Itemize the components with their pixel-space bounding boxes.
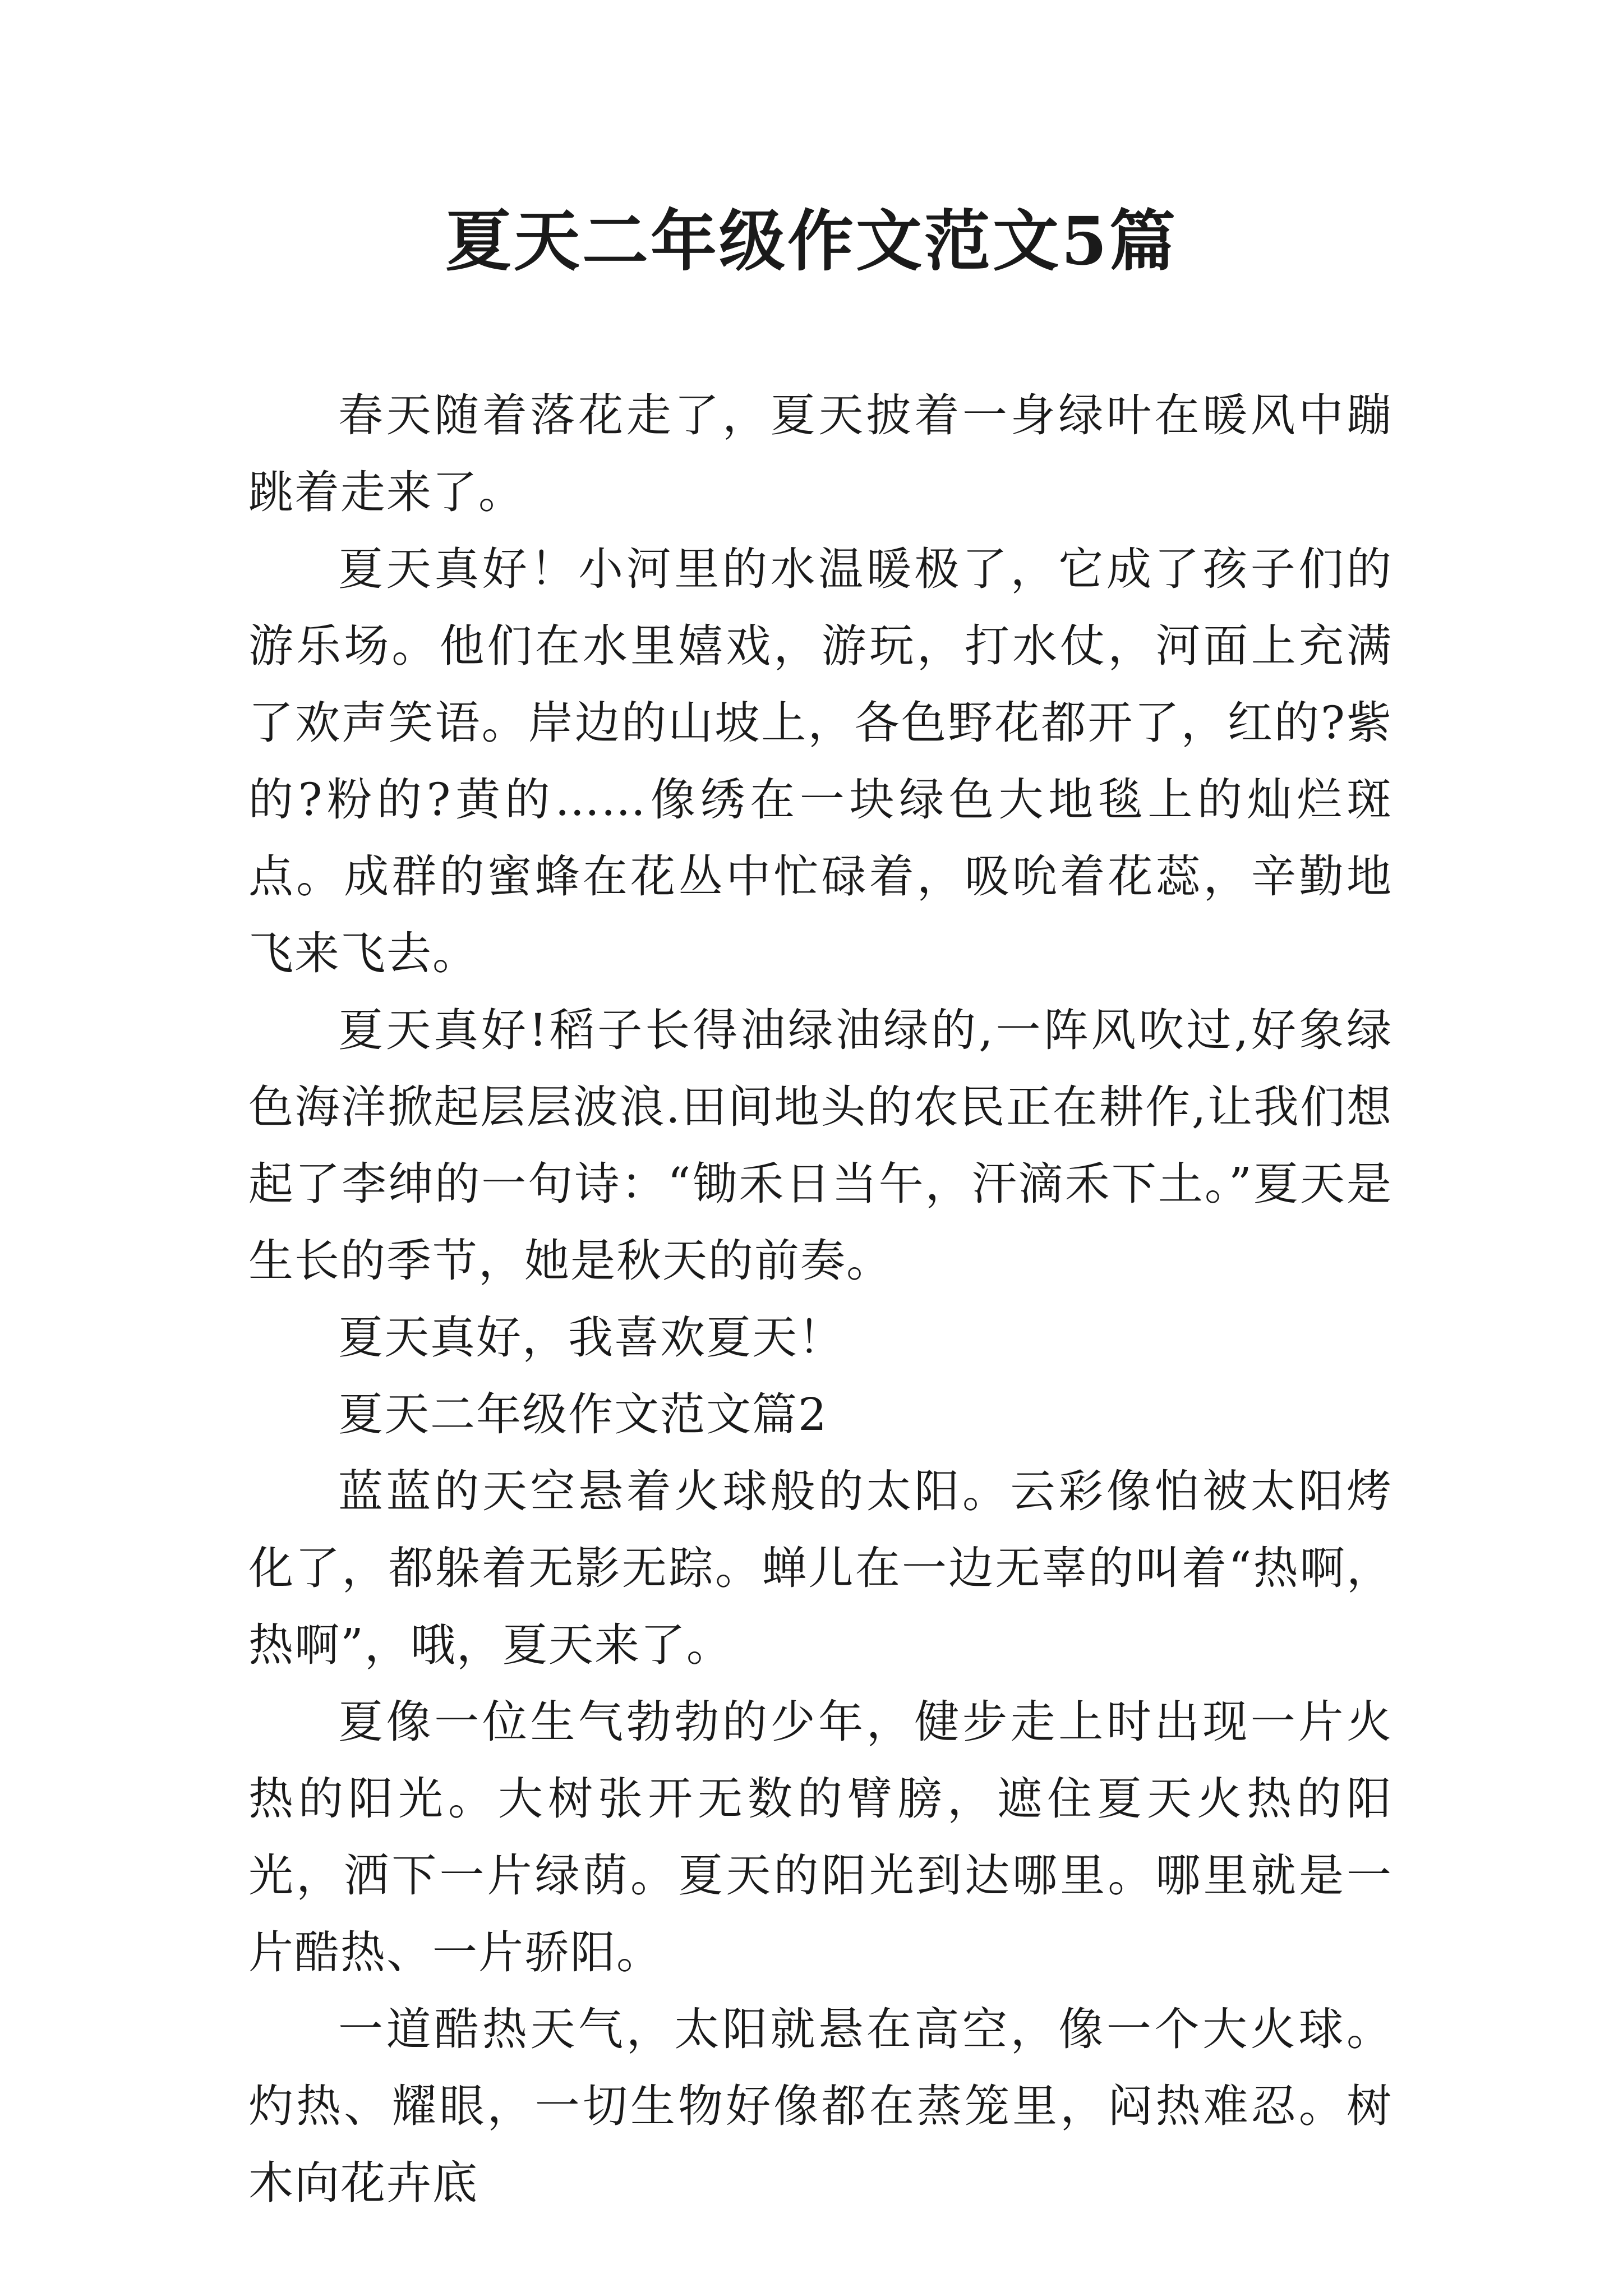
section-heading: 夏天二年级作文范文篇2 [338, 1388, 828, 1441]
paragraph: 夏天真好!稻子长得油绿油绿的,一阵风吹过,好象绿色海洋掀起层层波浪.田间地头的农民正在耕作,让我们想起了李绅的一句诗：“锄禾日当午，汗滴禾下土。”夏天是生长的季节，她是秋天的前奏。 [248, 1004, 1393, 1287]
document-body [248, 377, 1393, 2221]
paragraph: 春天随着落花走了，夏天披着一身绿叶在暖风中蹦跳着走来了。 [248, 389, 1393, 518]
paragraph: 夏天真好！小河里的水温暖极了，它成了孩子们的游乐场。他们在水里嬉戏，游玩，打水仗，河面上充满了欢声笑语。岸边的山坡上，各色野花都开了，红的?紫的?粉的?黄的……像绣在一块绿色大地毯上的灿烂斑点。成群的蜜蜂在花丛中忙碌着，吸吮着花蕊，辛勤地飞来飞去。 [248, 543, 1393, 979]
document-title: 夏天二年级作文范文5篇 [445, 202, 1178, 280]
paragraph: 夏天真好，我喜欢夏天！ [338, 1312, 844, 1364]
paragraph: 蓝蓝的天空悬着火球般的太阳。云彩像怕被太阳烤化了，都躲着无影无踪。蝉儿在一边无辜的叫着“热啊，热啊”，哦，夏天来了。 [248, 1465, 1393, 1671]
paragraph: 夏像一位生气勃勃的少年，健步走上时出现一片火热的阳光。大树张开无数的臂膀，遮住夏天火热的阳光，洒下一片绿荫。夏天的阳光到达哪里。哪里就是一片酷热、一片骄阳。 [248, 1696, 1393, 1978]
paragraph: 一道酷热天气，太阳就悬在高空，像一个大火球。灼热、耀眼，一切生物好像都在蒸笼里，闷热难忍。树木向花卉底 [248, 2003, 1393, 2209]
